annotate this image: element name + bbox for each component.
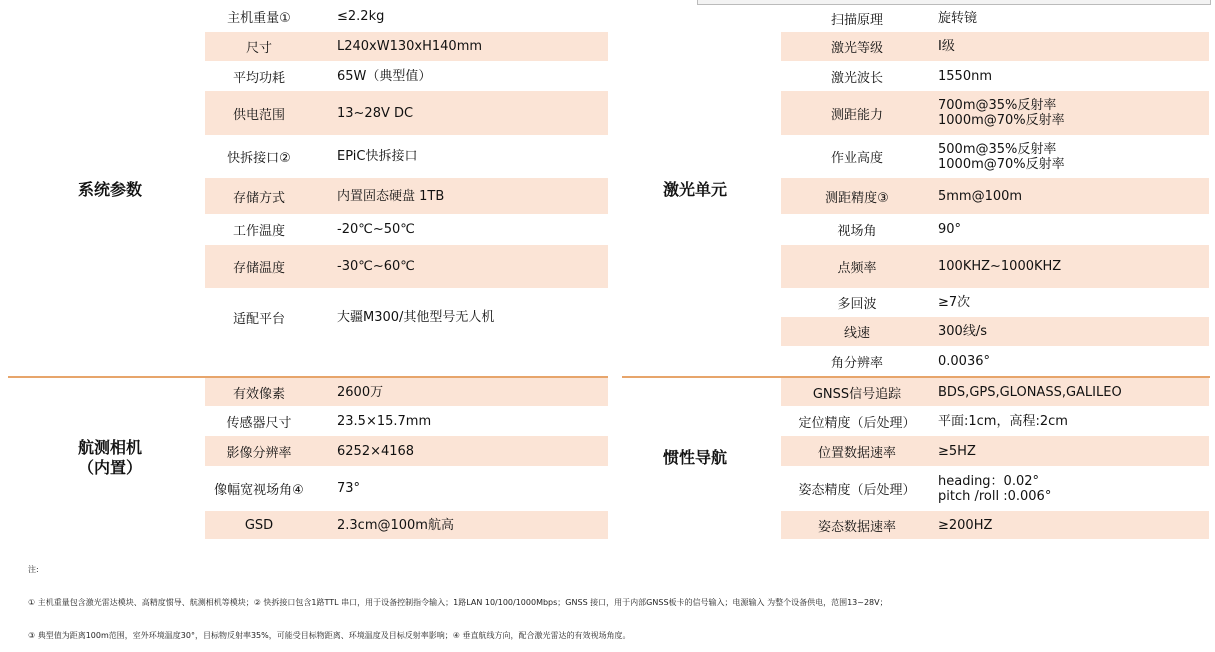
spec-label: 点频率 <box>837 261 877 276</box>
spec-label: 多回波 <box>837 297 877 312</box>
section-divider-left <box>8 376 608 378</box>
spec-label: 存储温度 <box>232 261 285 276</box>
spec-value: 2600万 <box>337 384 384 400</box>
spec-row <box>781 245 1209 288</box>
spec-label: GSD <box>244 517 274 533</box>
section-divider-right <box>622 376 1210 378</box>
spec-row <box>205 406 608 436</box>
spec-label: 激光等级 <box>830 41 883 56</box>
spec-value: 6252×4168 <box>337 443 415 459</box>
spec-label: 存储方式 <box>232 190 285 206</box>
category-system: 系统参数 <box>77 180 142 199</box>
spec-row <box>781 436 1209 466</box>
spec-value: I级 <box>938 39 955 54</box>
spec-value: 平面:1cm，高程:2cm <box>938 413 1068 429</box>
spec-label: 工作温度 <box>232 224 285 239</box>
spec-row <box>781 4 1209 32</box>
spec-value: 旋转镜 <box>938 10 978 26</box>
spec-value: 内置固态硬盘 1TB <box>337 188 445 204</box>
spec-label: 快拆接口② <box>227 151 291 166</box>
spec-value: ≥7次 <box>938 295 971 310</box>
spec-row <box>205 466 608 511</box>
spec-row <box>781 346 1209 376</box>
footnotes <box>28 542 888 652</box>
spec-row <box>205 178 608 214</box>
spec-value: ≥200HZ <box>938 517 993 533</box>
spec-row <box>781 91 1209 135</box>
spec-label: GNSS信号追踪 <box>812 386 902 402</box>
spec-row <box>781 32 1209 61</box>
spec-value: 2.3cm@100m航高 <box>337 517 454 533</box>
spec-row <box>781 61 1209 91</box>
spec-row <box>205 4 608 28</box>
spec-value: EPiC快拆接口 <box>337 149 418 164</box>
spec-row <box>781 178 1209 214</box>
spec-label: 角分辨率 <box>830 355 883 371</box>
spec-value: 1550nm <box>938 68 992 84</box>
spec-label: 平均功耗 <box>232 70 285 86</box>
spec-row <box>205 288 608 347</box>
spec-value: heading：0.02° pitch /roll :0.006° <box>938 473 1052 504</box>
spec-value: ≥5HZ <box>938 443 976 459</box>
spec-row <box>781 288 1209 317</box>
spec-value: 大疆M300/其他型号无人机 <box>337 310 495 325</box>
spec-value: 0.0036° <box>938 353 990 369</box>
spec-label: 主机重量① <box>227 10 291 26</box>
spec-row <box>781 214 1209 245</box>
spec-label: 姿态数据速率 <box>817 519 896 535</box>
spec-label: 影像分辨率 <box>226 445 292 461</box>
spec-row <box>205 436 608 466</box>
footnote-line: ① 主机重量包含激光雷达模块、高精度惯导、航测相机等模块；② 快拆接口包含1路TTL 串口，用于设备控制指令输入；1路LAN 10/100/1000Mbps；GNSS 接口，用于内部GNSS板卡的信号输入；电源输入 为整个设备供电，范围13~28V； <box>28 598 888 607</box>
spec-value: ≤2.2kg <box>337 8 385 24</box>
spec-label: 视场角 <box>837 224 877 239</box>
spec-label: 激光波长 <box>830 70 883 86</box>
spec-label: 姿态精度（后处理） <box>798 483 916 498</box>
spec-row <box>205 378 608 406</box>
spec-label: 测距精度③ <box>825 190 889 206</box>
category-ins: 惯性导航 <box>662 448 727 467</box>
spec-row <box>205 511 608 539</box>
spec-label: 有效像素 <box>232 386 285 402</box>
spec-label: 线速 <box>843 326 870 341</box>
spec-row <box>205 245 608 288</box>
category-camera-line1: 航测相机 <box>77 438 142 457</box>
spec-row <box>205 32 608 61</box>
spec-value: 13~28V DC <box>337 105 414 121</box>
spec-label: 像幅宽视场角④ <box>214 483 304 498</box>
category-laser: 激光单元 <box>662 180 727 199</box>
spec-label: 测距能力 <box>830 107 883 123</box>
spec-label: 扫描原理 <box>830 12 883 28</box>
spec-value: -20℃~50℃ <box>337 222 415 237</box>
category-camera <box>40 438 180 478</box>
spec-value: BDS,GPS,GLONASS,GALILEO <box>938 384 1122 400</box>
spec-value: 300线/s <box>938 324 987 339</box>
spec-row <box>781 406 1209 436</box>
spec-label: 位置数据速率 <box>817 445 896 461</box>
spec-value: 90° <box>938 222 962 237</box>
spec-value: -30℃~60℃ <box>337 259 415 274</box>
spec-label: 作业高度 <box>830 151 883 166</box>
spec-row <box>205 135 608 178</box>
spec-value: 23.5×15.7mm <box>337 413 432 429</box>
spec-row <box>781 317 1209 346</box>
spec-value: 100KHZ~1000KHZ <box>938 259 1062 274</box>
spec-row <box>781 466 1209 511</box>
spec-value: 5mm@100m <box>938 188 1023 204</box>
spec-label: 传感器尺寸 <box>226 415 292 431</box>
spec-row <box>205 91 608 135</box>
spec-row <box>781 511 1209 539</box>
spec-value: 500m@35%反射率 1000m@70%反射率 <box>938 141 1065 172</box>
spec-value: 700m@35%反射率 1000m@70%反射率 <box>938 98 1065 128</box>
spec-label: 供电范围 <box>232 107 285 123</box>
spec-value: 65W（典型值） <box>337 68 432 84</box>
spec-label: 尺寸 <box>245 41 272 56</box>
footnote-line: ③ 典型值为距离100m范围，室外环境温度30°，目标物反射率35%，可能受目标物距离、环境温度及目标反射率影响；④ 垂直航线方向，配合激光雷达的有效视场角度。 <box>28 631 631 640</box>
footnote-line: 注: <box>28 565 39 574</box>
spec-label: 适配平台 <box>232 312 285 327</box>
category-camera-line2: （内置） <box>77 458 142 477</box>
spec-value: 73° <box>337 481 361 496</box>
spec-row <box>781 378 1209 406</box>
spec-value: L240xW130xH140mm <box>337 39 483 54</box>
spec-row <box>781 135 1209 178</box>
spec-row <box>205 214 608 245</box>
spec-row <box>205 61 608 91</box>
spec-label: 定位精度（后处理） <box>798 415 916 431</box>
